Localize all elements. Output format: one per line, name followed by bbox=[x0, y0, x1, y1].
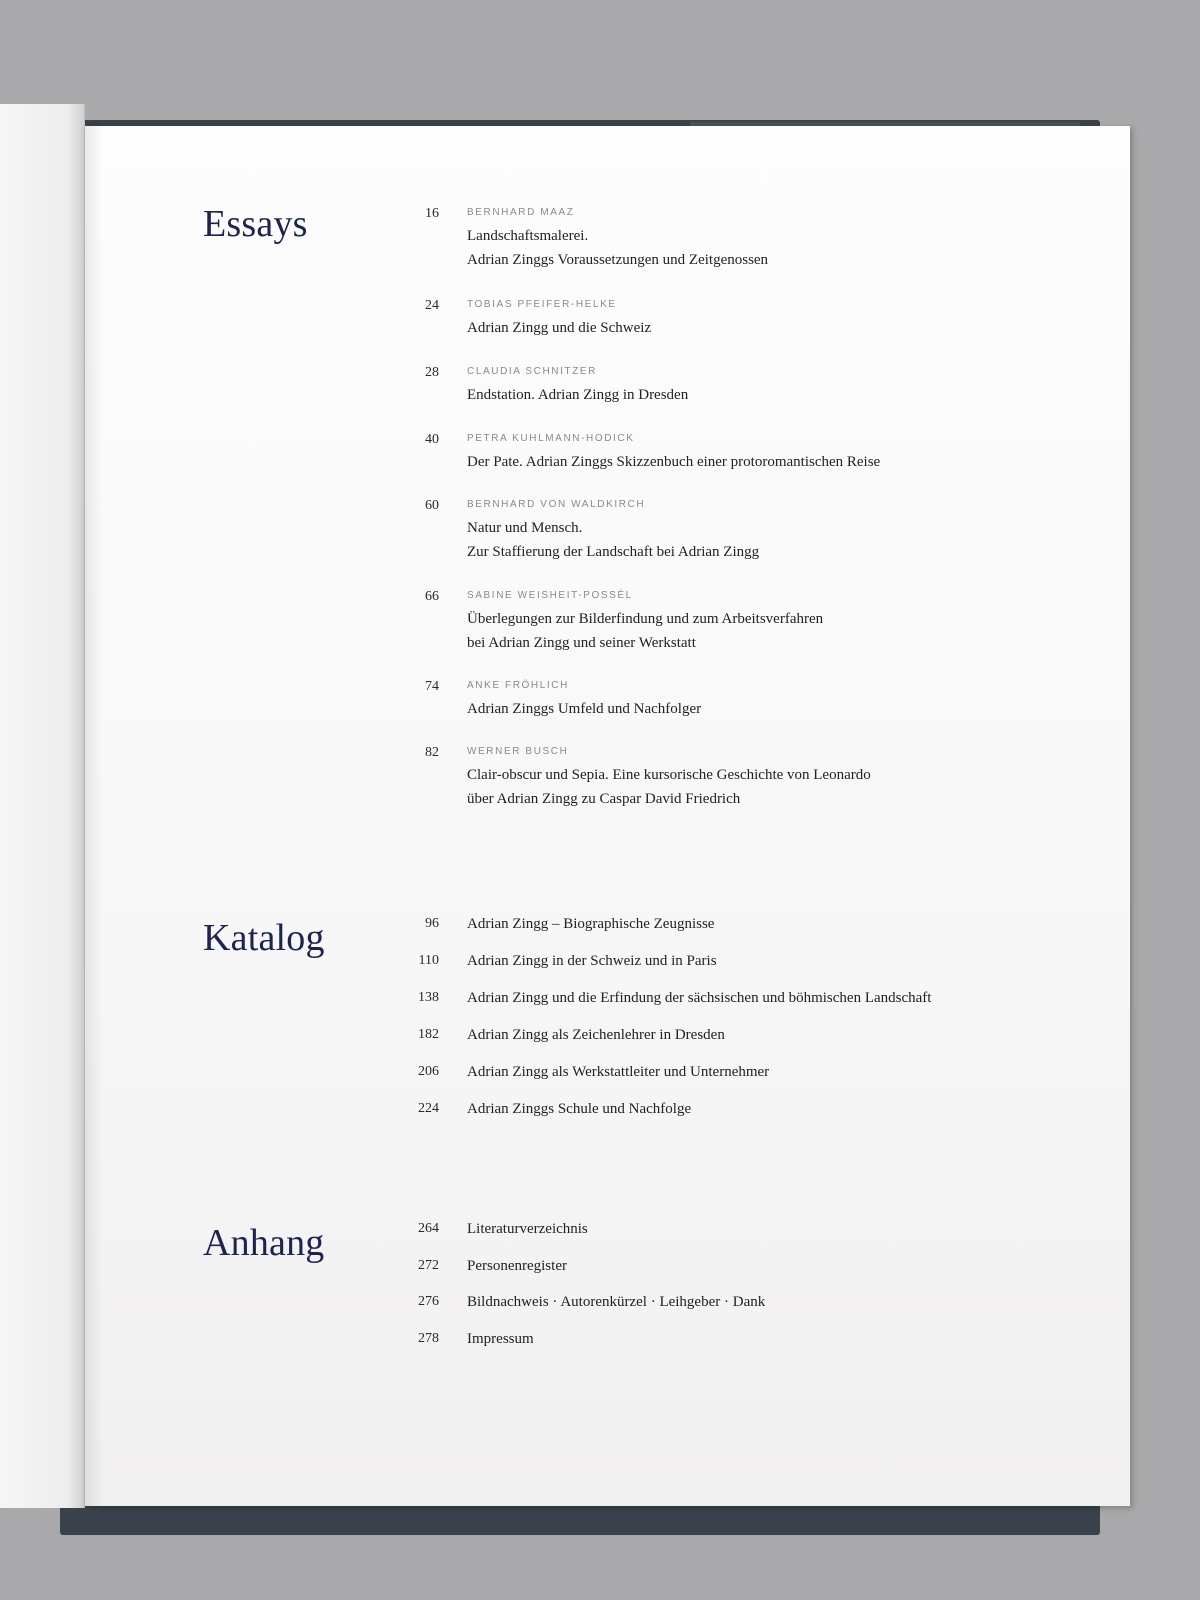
page-number: 16 bbox=[425, 206, 439, 221]
entry-author: SABINE WEISHEIT-POSSÉL bbox=[467, 590, 633, 601]
section-heading-essays: Essays bbox=[203, 203, 308, 245]
entry-author: TOBIAS PFEIFER-HELKE bbox=[467, 299, 617, 310]
page-number: 182 bbox=[418, 1027, 439, 1042]
entry-title-line: Adrian Zinggs Voraussetzungen und Zeitgenossen bbox=[467, 252, 769, 268]
page-number: 272 bbox=[418, 1258, 439, 1273]
entry-author: WERNER BUSCH bbox=[467, 746, 569, 757]
entry-title-line: Landschaftsmalerei. bbox=[467, 228, 589, 244]
page-number: 24 bbox=[425, 298, 439, 313]
entry-author: ANKE FRÖHLICH bbox=[467, 680, 569, 691]
page-number: 264 bbox=[418, 1221, 439, 1236]
entry-title: Personenregister bbox=[467, 1258, 567, 1274]
entry-title-line: Zur Staffierung der Landschaft bei Adrian Zingg bbox=[467, 544, 760, 560]
table-of-contents-page bbox=[85, 126, 1130, 1506]
entry-author: PETRA KUHLMANN-HODICK bbox=[467, 433, 635, 444]
page-number: 110 bbox=[418, 953, 439, 968]
page-number: 138 bbox=[418, 990, 439, 1005]
entry-title-line: Endstation. Adrian Zingg in Dresden bbox=[467, 387, 689, 403]
section-heading-anhang: Anhang bbox=[203, 1222, 325, 1264]
section-heading-katalog: Katalog bbox=[203, 917, 325, 959]
entry-title-line: Adrian Zingg und die Schweiz bbox=[467, 320, 652, 336]
page-number: 28 bbox=[425, 365, 439, 380]
entry-title: Adrian Zingg in der Schweiz und in Paris bbox=[467, 953, 717, 969]
page-gutter-shadow bbox=[85, 126, 103, 1506]
left-page bbox=[0, 104, 85, 1508]
page-number: 276 bbox=[418, 1294, 439, 1309]
entry-title-line: über Adrian Zingg zu Caspar David Friedrich bbox=[467, 791, 741, 807]
entry-title: Impressum bbox=[467, 1331, 534, 1347]
entry-title: Adrian Zingg als Werkstattleiter und Unternehmer bbox=[467, 1064, 770, 1080]
page-number: 60 bbox=[425, 498, 439, 513]
entry-author: CLAUDIA SCHNITZER bbox=[467, 366, 597, 377]
entry-title: Adrian Zingg als Zeichenlehrer in Dresden bbox=[467, 1027, 725, 1043]
page-number: 96 bbox=[425, 916, 439, 931]
entry-title-line: Überlegungen zur Bilderfindung und zum Arbeitsverfahren bbox=[467, 611, 824, 627]
page-number: 224 bbox=[418, 1101, 439, 1116]
page-number: 206 bbox=[418, 1064, 439, 1079]
entry-title-line: Der Pate. Adrian Zinggs Skizzenbuch einer protoromantischen Reise bbox=[467, 454, 881, 470]
entry-title-line: bei Adrian Zingg und seiner Werkstatt bbox=[467, 635, 696, 651]
entry-title: Adrian Zingg und die Erfindung der sächsischen und böhmischen Landschaft bbox=[467, 990, 932, 1006]
page-number: 82 bbox=[425, 745, 439, 760]
entry-title: Adrian Zingg – Biographische Zeugnisse bbox=[467, 916, 715, 932]
page-number: 66 bbox=[425, 589, 439, 604]
entry-title-line: Clair-obscur und Sepia. Eine kursorische Geschichte von Leonardo bbox=[467, 767, 871, 783]
entry-title: Literaturverzeichnis bbox=[467, 1221, 588, 1237]
entry-title-line: Natur und Mensch. bbox=[467, 520, 583, 536]
entry-author: BERNHARD VON WALDKIRCH bbox=[467, 499, 646, 510]
entry-title-line: Adrian Zinggs Umfeld und Nachfolger bbox=[467, 701, 702, 717]
page-number: 278 bbox=[418, 1331, 439, 1346]
page-number: 74 bbox=[425, 679, 439, 694]
page-number: 40 bbox=[425, 432, 439, 447]
entry-author: BERNHARD MAAZ bbox=[467, 207, 575, 218]
entry-title: Bildnachweis · Autorenkürzel · Leihgeber · Dank bbox=[467, 1294, 766, 1310]
entry-title: Adrian Zinggs Schule und Nachfolge bbox=[467, 1101, 692, 1117]
